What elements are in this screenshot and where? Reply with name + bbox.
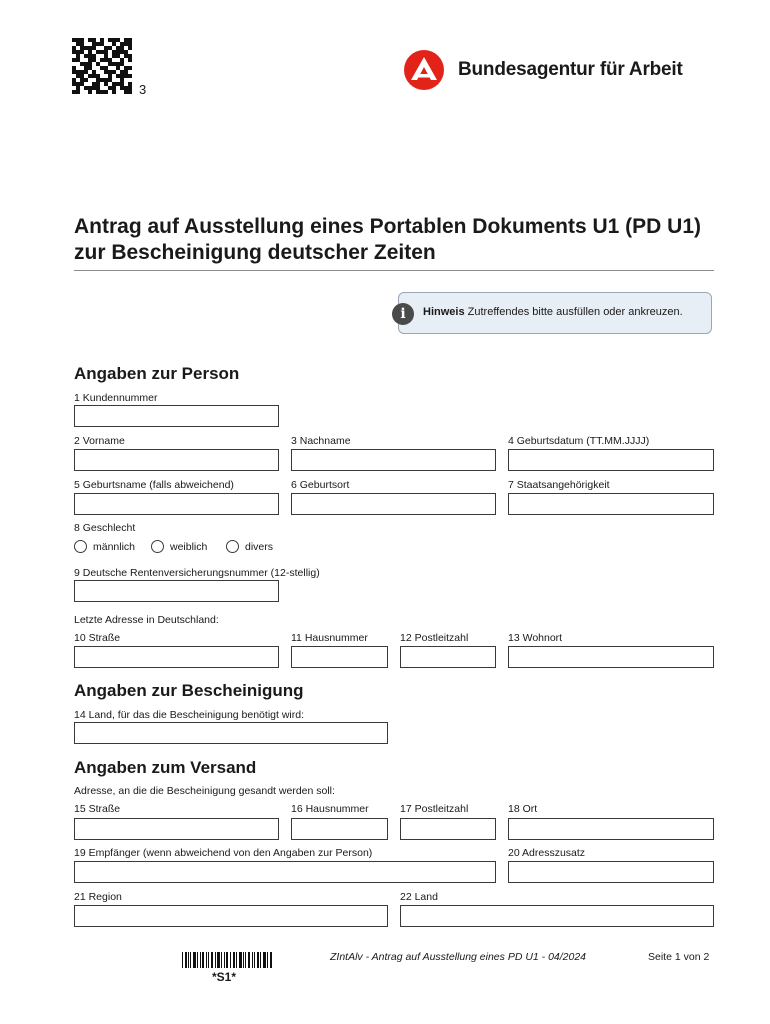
title-line-2: zur Bescheinigung deutscher Zeiten: [74, 241, 436, 264]
label-letzte-adresse: Letzte Adresse in Deutschland:: [74, 614, 219, 626]
agency-logo-icon: [404, 50, 444, 90]
label-versand-hausnummer: 16 Hausnummer: [291, 803, 369, 815]
label-land-bescheinigung: 14 Land, für das die Bescheinigung benötigt wird:: [74, 709, 304, 721]
label-empfaenger: 19 Empfänger (wenn abweichend von den Angaben zur Person): [74, 847, 373, 859]
label-plz: 12 Postleitzahl: [400, 632, 469, 644]
staatsangehoerigkeit-input[interactable]: [508, 493, 714, 515]
barcode-text: *S1*: [212, 970, 237, 984]
hausnummer-input[interactable]: [291, 646, 388, 668]
label-strasse: 10 Straße: [74, 632, 121, 644]
label-adresszusatz: 20 Adresszusatz: [508, 847, 586, 859]
hint-text: Zutreffendes bitte ausfüllen oder ankreuzen.: [467, 306, 683, 318]
label-versand-plz: 17 Postleitzahl: [400, 803, 469, 815]
region-input[interactable]: [74, 905, 388, 927]
label-geburtsdatum: 4 Geburtsdatum (TT.MM.JJJJ): [508, 435, 650, 447]
radio-label-maennlich: männlich: [93, 541, 136, 553]
brand-name: Bundesagentur für Arbeit: [458, 59, 683, 80]
versand-ort-input[interactable]: [508, 818, 714, 840]
label-geschlecht: 8 Geschlecht: [74, 522, 136, 534]
wohnort-input[interactable]: [508, 646, 714, 668]
geburtsname-input[interactable]: [74, 493, 279, 515]
label-nachname: 3 Nachname: [291, 435, 351, 447]
label-versand-strasse: 15 Straße: [74, 803, 121, 815]
versand-plz-input[interactable]: [400, 818, 496, 840]
label-vorname: 2 Vorname: [74, 435, 125, 447]
versand-strasse-input[interactable]: [74, 818, 279, 840]
label-hausnummer: 11 Hausnummer: [291, 632, 368, 644]
label-geburtsname: 5 Geburtsname (falls abweichend): [74, 479, 234, 491]
radio-divers[interactable]: [226, 540, 239, 553]
versand-land-input[interactable]: [400, 905, 714, 927]
label-kundennummer: 1 Kundennummer: [74, 392, 158, 404]
vorname-input[interactable]: [74, 449, 279, 471]
section-heading-person: Angaben zur Person: [74, 364, 240, 383]
radio-maennlich[interactable]: [74, 540, 87, 553]
qr-code: [72, 38, 132, 94]
hint-label: Hinweis: [423, 306, 465, 318]
hint-box: [398, 292, 712, 334]
label-versand-ort: 18 Ort: [508, 803, 538, 815]
label-geburtsort: 6 Geburtsort: [291, 479, 350, 491]
info-icon: i: [392, 303, 414, 325]
radio-label-weiblich: weiblich: [170, 541, 208, 553]
rv-nummer-input[interactable]: [74, 580, 279, 602]
geburtsdatum-input[interactable]: [508, 449, 714, 471]
label-rv-nummer: 9 Deutsche Rentenversicherungsnummer (12-stellig): [74, 567, 320, 579]
label-staatsangehoerigkeit: 7 Staatsangehörigkeit: [508, 479, 610, 491]
section-heading-versand: Angaben zum Versand: [74, 758, 257, 777]
nachname-input[interactable]: [291, 449, 496, 471]
radio-label-divers: divers: [245, 541, 274, 553]
page-indicator: Seite 1 von 2: [648, 951, 710, 963]
land-bescheinigung-input[interactable]: [74, 722, 388, 744]
label-versand-intro: Adresse, an die die Bescheinigung gesandt werden soll:: [74, 785, 335, 797]
strasse-input[interactable]: [74, 646, 279, 668]
geburtsort-input[interactable]: [291, 493, 496, 515]
page-number: 3: [139, 82, 147, 97]
title-line-1: Antrag auf Ausstellung eines Portablen Dokuments U1 (PD U1): [74, 215, 701, 238]
adresszusatz-input[interactable]: [508, 861, 714, 883]
label-versand-land: 22 Land: [400, 891, 438, 903]
kundennummer-input[interactable]: [74, 405, 279, 427]
section-heading-bescheinigung: Angaben zur Bescheinigung: [74, 681, 304, 700]
form-identifier: ZIntAlv - Antrag auf Ausstellung eines PD U1 - 04/2024: [330, 951, 587, 963]
title-divider: [74, 270, 714, 271]
label-wohnort: 13 Wohnort: [508, 632, 563, 644]
radio-weiblich[interactable]: [151, 540, 164, 553]
page-title: [74, 214, 724, 266]
versand-hausnummer-input[interactable]: [291, 818, 388, 840]
barcode: [182, 952, 272, 968]
plz-input[interactable]: [400, 646, 496, 668]
empfaenger-input[interactable]: [74, 861, 496, 883]
label-region: 21 Region: [74, 891, 122, 903]
